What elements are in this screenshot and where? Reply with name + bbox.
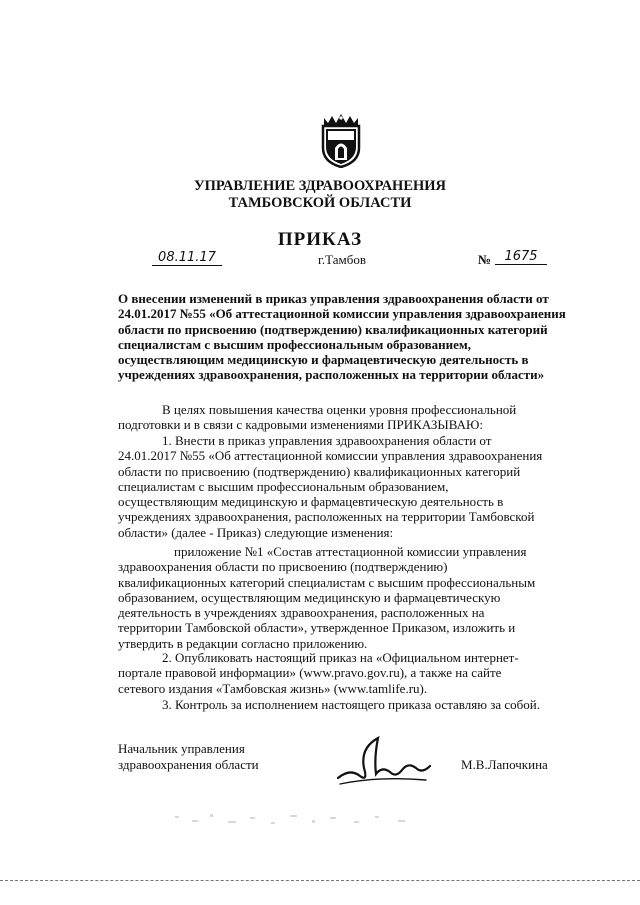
- signatory-position: [118, 741, 259, 773]
- coat-of-arms-emblem: [318, 112, 364, 168]
- document-type: ПРИКАЗ: [277, 229, 363, 250]
- item-1-line: 24.01.2017 №55 «Об аттестационной комиссии управления здравоохранения: [118, 448, 543, 464]
- appendix-line: здравоохранения области по присвоению (подтверждению): [118, 559, 448, 575]
- item-1-line: области по присвоению (подтверждению) квалификационных категорий: [118, 463, 521, 479]
- number-label: №: [478, 252, 492, 267]
- page-bottom-edge: [0, 880, 640, 881]
- appendix-line: деятельность в учреждениях здравоохранения, расположенных на: [118, 605, 485, 621]
- appendix-line: приложение №1 «Состав аттестационной комиссии управления: [174, 544, 527, 559]
- signatory-name: М.В.Лапочкина: [461, 757, 548, 772]
- item-2-line: сетевого издания «Тамбовская жизнь» (www.tamlife.ru).: [118, 680, 428, 696]
- subject-line: специалистам с высшим профессиональным образованием,: [118, 336, 471, 352]
- intro-line: В целях повышения качества оценки уровня профессиональной: [162, 402, 517, 417]
- subject-line: осуществляющим медицинскую и фармацевтическую деятельность в: [118, 352, 529, 368]
- appendix-line: территории Тамбовской области», утвержденное Приказом, изложить и: [118, 620, 516, 636]
- item-2-line: портале правовой информации» (www.pravo.gov.ru), а также на сайте: [118, 665, 502, 681]
- org-line-1: УПРАВЛЕНИЕ ЗДРАВООХРАНЕНИЯ: [193, 178, 447, 194]
- org-line-2: ТАМБОВСКОЙ ОБЛАСТИ: [228, 195, 412, 211]
- item-2-line: 2. Опубликовать настоящий приказ на «Официальном интернет-: [162, 650, 519, 665]
- intro-line: подготовки и в связи с кадровыми изменениями ПРИКАЗЫВАЮ:: [118, 417, 483, 433]
- order-number: 1675: [495, 249, 547, 265]
- item-3: [118, 697, 580, 712]
- item-1-line: специалистам с высшим профессиональным образованием,: [118, 478, 449, 494]
- appendix-line: образованием, осуществляющим медицинскую и фармацевтическую: [118, 589, 501, 605]
- city: г.Тамбов: [318, 252, 366, 267]
- scan-noise: [170, 808, 420, 830]
- position-line-2: здравоохранения области: [118, 757, 259, 772]
- position-line-1: Начальник управления: [118, 741, 245, 756]
- item-1-line: 1. Внести в приказ управления здравоохранения области от: [162, 433, 492, 448]
- appendix-paragraph: [118, 544, 580, 651]
- subject-line: О внесении изменений в приказ управления здравоохранения области от: [118, 291, 549, 306]
- handwritten-signature: [330, 728, 440, 786]
- order-date: 08.11.17: [152, 250, 222, 266]
- item-1-line: учреждениях здравоохранения, расположенных на территории Тамбовской: [118, 509, 535, 525]
- item-3-line: 3. Контроль за исполнением настоящего приказа оставляю за собой.: [162, 697, 540, 712]
- subject-line: учреждениях здравоохранения, расположенных на территории области»: [118, 367, 545, 383]
- item-2: [118, 650, 580, 696]
- item-1-line: области» (далее - Приказ) следующие изменения:: [118, 524, 394, 540]
- appendix-line: утвердить в редакции согласно приложению.: [118, 635, 368, 651]
- intro-paragraph: [118, 402, 580, 433]
- subject-line: 24.01.2017 №55 «Об аттестационной комиссии управления здравоохранения: [118, 306, 566, 322]
- subject-line: области по присвоению (подтверждению) квалификационных категорий: [118, 321, 548, 337]
- item-1: [118, 433, 580, 540]
- item-1-line: осуществляющим медицинскую и фармацевтическую деятельность в: [118, 494, 504, 510]
- organization-name: [0, 178, 640, 212]
- order-subject: [118, 291, 580, 383]
- appendix-line: квалификационных категорий специалистам с высшим профессиональным: [118, 574, 536, 590]
